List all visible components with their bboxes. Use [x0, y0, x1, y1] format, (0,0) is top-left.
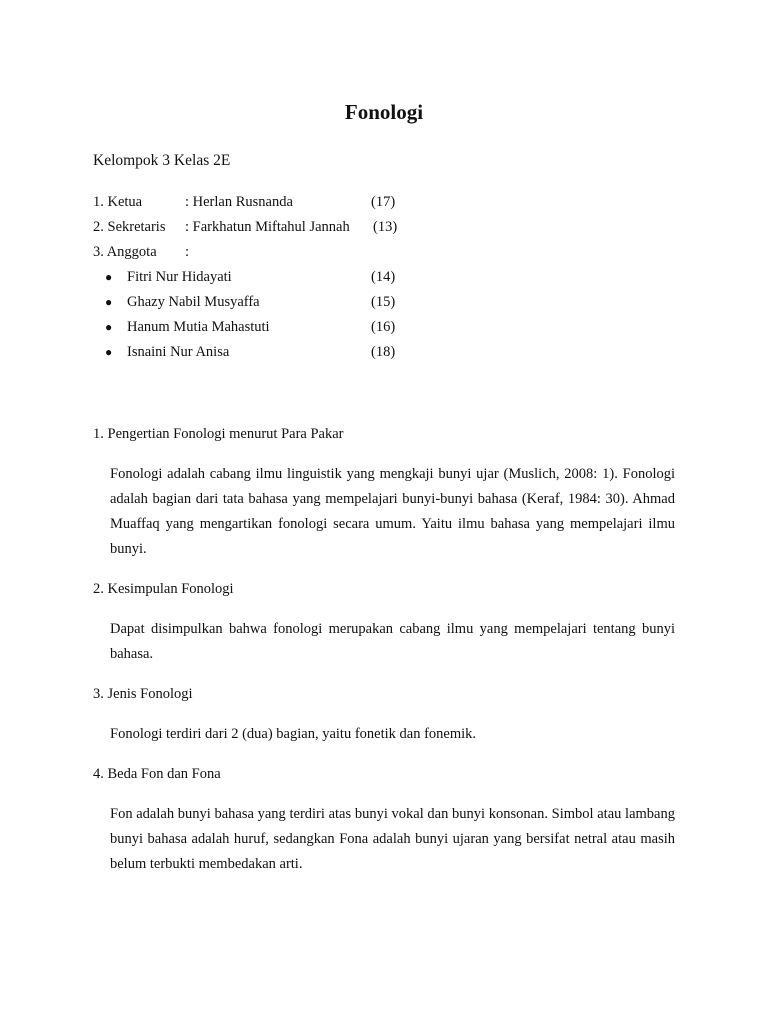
group-line: Kelompok 3 Kelas 2E: [93, 152, 231, 169]
section-jenis: [93, 684, 675, 747]
section-beda: [93, 764, 675, 877]
section-heading: 3. Jenis Fonologi: [93, 686, 193, 702]
member-name: Hanum Mutia Mahastuti: [127, 319, 270, 335]
section-heading: 4. Beda Fon dan Fona: [93, 766, 221, 782]
section-heading: 2. Kesimpulan Fonologi: [93, 581, 234, 597]
page-title: Fonologi: [344, 100, 424, 124]
member-number: (13): [373, 219, 398, 235]
member-name: Ghazy Nabil Musyaffa: [127, 294, 260, 310]
section-body: Dapat disimpulkan bahwa fonologi merupakan cabang ilmu yang mempelajari tentang bunyi bahasa.: [110, 621, 675, 662]
member-list: [93, 193, 413, 368]
member-name: Fitri Nur Hidayati: [127, 269, 232, 285]
member-role: 1. Ketua: [93, 194, 143, 210]
member-number: (15): [371, 294, 396, 310]
section-kesimpulan: [93, 579, 675, 667]
member-name: : Herlan Rusnanda: [185, 194, 293, 210]
member-role: 3. Anggota: [93, 244, 157, 260]
member-row-sekretaris: [93, 218, 413, 243]
section-pengertian: [93, 424, 675, 562]
section-body: Fon adalah bunyi bahasa yang terdiri atas bunyi vokal dan bunyi konsonan. Simbol atau lambang bunyi bahasa adalah huruf, sedangkan Fona adalah bunyi ujaran yang bersifat netral atau masih belum terbukti membedakan arti.: [110, 806, 675, 872]
list-item: [93, 318, 413, 343]
bullet-icon: ●: [105, 345, 113, 359]
member-row-ketua: [93, 193, 413, 218]
section-heading: 1. Pengertian Fonologi menurut Para Pakar: [93, 426, 344, 442]
member-number: (16): [371, 319, 396, 335]
bullet-icon: ●: [105, 270, 113, 284]
bullet-icon: ●: [105, 320, 113, 334]
list-item: [93, 343, 413, 368]
member-number: (17): [371, 194, 396, 210]
member-number: (14): [371, 269, 396, 285]
list-item: [93, 268, 413, 293]
member-colon: :: [185, 244, 190, 260]
member-number: (18): [371, 344, 396, 360]
member-role: 2. Sekretaris: [93, 219, 166, 235]
list-item: [93, 293, 413, 318]
member-row-anggota: [93, 243, 413, 268]
member-name: Isnaini Nur Anisa: [127, 344, 230, 360]
section-body: Fonologi terdiri dari 2 (dua) bagian, yaitu fonetik dan fonemik.: [110, 726, 477, 742]
section-body: Fonologi adalah cabang ilmu linguistik yang mengkaji bunyi ujar (Muslich, 2008: 1). Fonologi adalah bagian dari tata bahasa yang mempelajari bunyi-bunyi bahasa (Keraf, 1984: 30). Ahmad Muaffaq yang mengartikan fonologi secara umum. Yaitu ilmu bahasa yang mempelajari ilmu bunyi.: [110, 466, 675, 557]
member-name: : Farkhatun Miftahul Jannah: [185, 219, 350, 235]
bullet-icon: ●: [105, 295, 113, 309]
